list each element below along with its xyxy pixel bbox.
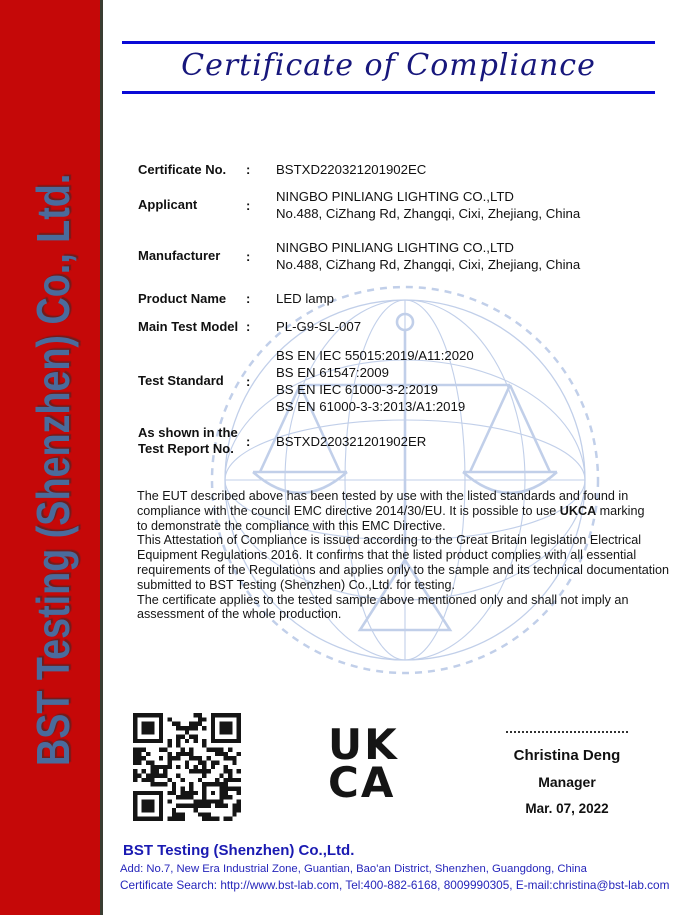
field-row-main-test-model <box>138 318 683 335</box>
title-rule-top <box>122 41 655 44</box>
sidebar-company-vertical-text: BST Testing (Shenzhen) Co., Ltd. <box>27 173 79 767</box>
field-row-applicant <box>138 188 683 222</box>
field-row-test-report-no <box>138 425 683 457</box>
ukca-bold-text: UKCA <box>559 503 597 518</box>
field-row-product-name <box>138 290 683 307</box>
statement-line: submitted to BST Testing (Shenzhen) Co.,Ltd. for testing. <box>137 577 456 592</box>
statement-line: Equipment Regulations 2016. It confirms that the listed product complies with all essential <box>137 548 637 563</box>
signature-dotted-line <box>506 731 628 733</box>
field-value: BS EN IEC 55015:2019/A11:2020 BS EN 61547:2009 BS EN IEC 61000-3-2:2019 BS EN 61000-3-3:2013/A1:2019 <box>276 348 474 414</box>
field-label: Certificate No. <box>138 161 227 177</box>
statement-line: This Attestation of Compliance is issued according to the Great Britain legislation Electrical <box>137 533 641 548</box>
field-row-certificate-no <box>138 161 683 178</box>
field-label: Manufacturer <box>138 248 221 263</box>
red-sidebar <box>0 0 103 915</box>
field-value: BSTXD220321201902ER <box>276 433 427 449</box>
field-colon: : <box>246 162 251 177</box>
statement-line: requirements of the Regulations and applies only to the sample and its technical documentation <box>137 562 670 577</box>
fields-table <box>138 161 683 457</box>
ukca-logo-line: UK <box>328 720 399 769</box>
footer-address: Add: No.7, New Era Industrial Zone, Guantian, Bao'an District, Shenzhen, Guangdong, China <box>120 863 587 875</box>
field-label: Product Name <box>138 290 227 306</box>
field-value: NINGBO PINLIANG LIGHTING CO.,LTD No.488, CiZhang Rd, Zhangqi, Cixi, Zhejiang, China <box>276 240 581 272</box>
field-value: NINGBO PINLIANG LIGHTING CO.,LTD No.488, CiZhang Rd, Zhangqi, Cixi, Zhejiang, China <box>276 189 581 221</box>
certificate-title: Certificate of Compliance <box>181 48 596 83</box>
statement-line: assessment of the whole production. <box>137 607 342 622</box>
qr-code <box>133 713 241 821</box>
statement-line: to demonstrate the compliance with this EMC Directive. <box>137 518 446 533</box>
field-colon: : <box>246 248 251 264</box>
field-colon: : <box>246 373 251 389</box>
field-row-manufacturer <box>138 239 683 273</box>
ukca-logo-line: CA <box>328 758 396 807</box>
field-colon: : <box>246 197 251 213</box>
field-row-test-standard <box>138 347 683 415</box>
signature-date: Mar. 07, 2022 <box>525 801 609 816</box>
field-colon: : <box>246 319 251 334</box>
footer <box>120 842 680 892</box>
field-value: LED lamp <box>276 291 334 306</box>
field-label: As shown in the Test Report No. <box>138 425 238 456</box>
ukca-mark-logo <box>328 720 399 807</box>
field-label: Main Test Model <box>138 318 239 334</box>
statement-line: The EUT described above has been tested by use with the listed standards and found in <box>137 489 629 503</box>
statement-line: The certificate applies to the tested sample above mentioned only and shall not imply an <box>137 592 629 607</box>
signatory-title: Manager <box>538 774 596 790</box>
title-rule-bottom <box>122 91 655 94</box>
footer-company-name: BST Testing (Shenzhen) Co.,Ltd. <box>123 842 355 859</box>
field-label: Test Standard <box>138 373 224 388</box>
signature-block <box>492 731 642 816</box>
footer-certificate-search-line: Certificate Search: http://www.bst-lab.com, Tel:400-882-6168, 8009990305, E-mail:christina@bst-lab.com <box>120 878 670 892</box>
field-label: Applicant <box>138 197 198 212</box>
field-colon: : <box>246 291 251 306</box>
field-colon: : <box>246 433 251 449</box>
statement-line: compliance with the council EMC directive 2014/30/EU. It is possible to use UKCA marking <box>137 503 645 518</box>
field-value: BSTXD220321201902EC <box>276 162 427 177</box>
signatory-name: Christina Deng <box>513 747 621 764</box>
field-value: PL-G9-SL-007 <box>276 319 362 334</box>
compliance-statement <box>137 489 688 622</box>
